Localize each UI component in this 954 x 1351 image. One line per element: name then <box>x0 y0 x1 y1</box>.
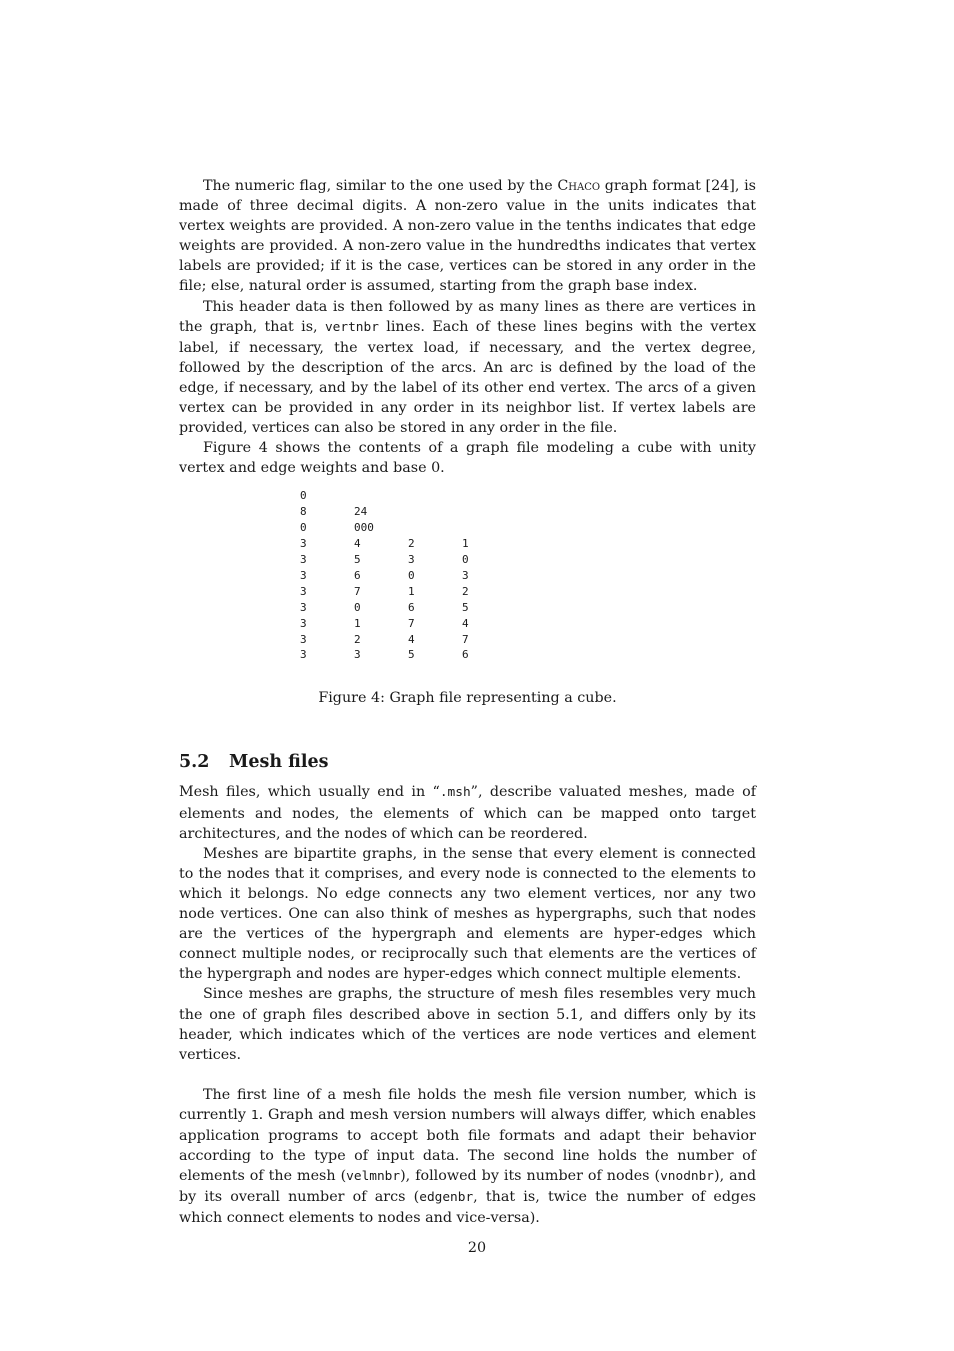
listing-cell: 4 <box>354 537 361 551</box>
text-run: The first line of a mesh file holds the mesh file version number, which is currently <box>179 1086 756 1123</box>
section-heading <box>179 751 756 773</box>
listing-cell: 5 <box>354 553 361 567</box>
text-run: This header data is then followed by as many lines as there are vertices in the graph, that is, <box>179 298 756 335</box>
listing-row <box>300 552 756 568</box>
code-msh: .msh <box>439 785 471 801</box>
paragraph-numeric-flag <box>179 176 756 297</box>
listing-cell: 2 <box>408 537 415 551</box>
listing-cell: 3 <box>300 600 307 614</box>
text-run: The numeric flag, similar to the one used by the <box>203 178 558 194</box>
paragraph-structure: Since meshes are graphs, the structure of mesh files resembles very much the one of graph files described above in section 5.1, and differs only by its header, which indicates which of the vertices are node vertices and element vertices. <box>179 986 756 1063</box>
listing-cell: 1 <box>462 537 469 551</box>
listing-cell: 3 <box>300 553 307 567</box>
listing-cell: 3 <box>300 568 307 582</box>
listing-cell: 5 <box>408 648 415 662</box>
code-version: 1 <box>250 1107 259 1123</box>
section-number: 5.2 <box>179 752 210 773</box>
listing-cell: 7 <box>354 584 361 598</box>
listing-row <box>300 632 756 648</box>
listing-row <box>300 647 756 663</box>
text-run: graph format [24], is made of three decimal digits. A non-zero value in the units indicates that vertex weights are provided. A non-zero value in the tenths indicates that edge weights are provided. A non-zero value in the hundredths indicates that vertex labels are provided; if it is the case, vertices can be stored in any order in the file; else, natural order is assumed, starting from the graph base index. <box>179 178 756 295</box>
listing-cell: 4 <box>408 632 415 646</box>
listing-cell: 24 <box>354 505 368 519</box>
listing-cell: 4 <box>462 616 469 630</box>
text-run: ”, describe valuated meshes, made of elements and nodes, the elements of which can be mapped onto target architectures, and the nodes of which can be reordered. <box>179 784 756 842</box>
text-run: Mesh files, which usually end in “ <box>179 784 440 801</box>
listing-cell: 3 <box>354 648 361 662</box>
listing-cell: 3 <box>300 537 307 551</box>
page-number: 20 <box>467 1240 487 1256</box>
listing-cell: 0 <box>300 489 307 503</box>
chaco-name: Chaco <box>557 178 601 194</box>
listing-row <box>300 584 756 600</box>
listing-row <box>300 520 756 536</box>
listing-cell: 7 <box>462 632 469 646</box>
text-run: , that is, twice the number of edges which connect elements to nodes and vice-versa). <box>179 1189 756 1227</box>
paragraph-header-data <box>179 297 756 439</box>
listing-cell: 3 <box>300 632 307 646</box>
listing-cell: 000 <box>354 521 374 535</box>
listing-cell: 1 <box>408 584 415 598</box>
figure-caption: Figure 4: Graph file representing a cube. <box>318 690 617 707</box>
listing-cell: 3 <box>408 553 415 567</box>
listing-cell: 3 <box>300 584 307 598</box>
text-run: ), and by its overall number of arcs ( <box>179 1168 756 1206</box>
paragraph-mesh-files <box>179 782 756 843</box>
listing-cell: 0 <box>462 553 469 567</box>
page-body <box>179 176 756 1228</box>
text-run: . Graph and mesh version numbers will always differ, which enables application programs to accept both file formats and adapt their behavior according to the type of input data. The second line holds the number of elements of the mesh ( <box>179 1106 756 1185</box>
listing-cell: 3 <box>300 648 307 662</box>
paragraph-gap <box>179 1065 756 1085</box>
listing-row <box>300 536 756 552</box>
listing-cell: 6 <box>462 648 469 662</box>
listing-row <box>300 600 756 616</box>
code-vnodnbr: vnodnbr <box>660 1169 715 1185</box>
paragraph-figure-reference: Figure 4 shows the contents of a graph file modeling a cube with unity vertex and edge weights and base 0. <box>179 440 756 477</box>
listing-row <box>300 568 756 584</box>
listing-cell: 2 <box>354 632 361 646</box>
code-edgenbr: edgenbr <box>419 1190 474 1206</box>
listing-cell: 0 <box>354 600 361 614</box>
section-title: Mesh files <box>229 752 329 773</box>
text-run: ), followed by its number of nodes ( <box>400 1168 661 1185</box>
listing-row <box>300 504 756 520</box>
listing-cell: 3 <box>462 568 469 582</box>
listing-row <box>300 488 756 504</box>
paragraph-version <box>179 1085 756 1229</box>
listing-cell: 5 <box>462 600 469 614</box>
listing-row <box>300 616 756 632</box>
listing-cell: 6 <box>354 568 361 582</box>
paragraph-bipartite: Meshes are bipartite graphs, in the sense that every element is connected to the nodes that it comprises, and every node is connected to the elements to which it belongs. No edge connects any two element vertices, nor any two node vertices. One can also think of meshes as hypergraphs, such that nodes are the vertices of the hypergraph and elements are hyper-edges which connect multiple nodes, or reciprocally such that elements are the vertices of the hypergraph and nodes are hyper-edges which connect multiple elements. <box>179 845 756 983</box>
code-velmnbr: velmnbr <box>346 1169 401 1185</box>
listing-cell: 0 <box>300 521 307 535</box>
listing-cell: 2 <box>462 584 469 598</box>
text-run: lines. Each of these lines begins with the vertex label, if necessary, the vertex load, if necessary, and the vertex degree, followed by the description of the arcs. An arc is defined by the load of the edge, if necessary, and by the label of its other end vertex. The arcs of a given vertex can be provided in any order in its neighbor list. If vertex labels are provided, vertices can also be stored in any order in the file. <box>179 318 757 437</box>
listing-cell: 8 <box>300 505 307 519</box>
graph-file-listing <box>300 488 756 663</box>
listing-cell: 1 <box>354 616 361 630</box>
listing-cell: 7 <box>408 616 415 630</box>
code-vertnbr: vertnbr <box>324 319 379 335</box>
listing-cell: 0 <box>408 568 415 582</box>
listing-cell: 6 <box>408 600 415 614</box>
listing-cell: 3 <box>300 616 307 630</box>
